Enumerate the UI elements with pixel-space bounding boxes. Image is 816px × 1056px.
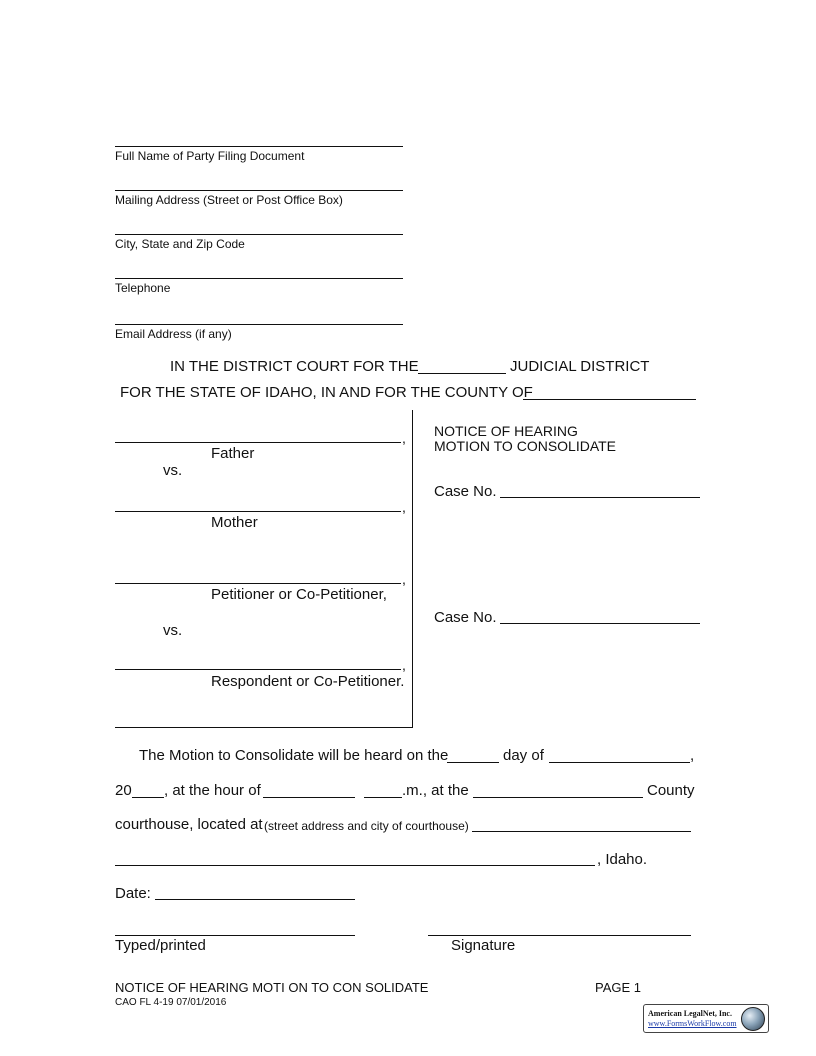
form-code: CAO FL 4-19 07/01/2016 <box>115 997 227 1008</box>
comma: , <box>402 430 406 446</box>
logo-website-link[interactable]: www.FormsWorkFlow.com <box>648 1019 737 1028</box>
am-pm-blank[interactable] <box>364 797 402 798</box>
petitioner-label: Petitioner or Co-Petitioner, <box>211 586 387 603</box>
petitioner-name-line[interactable] <box>115 583 401 584</box>
telephone-label: Telephone <box>115 281 171 295</box>
full-name-label: Full Name of Party Filing Document <box>115 149 305 163</box>
comma: , <box>402 499 406 515</box>
body-line-1b: day of <box>503 747 544 764</box>
body-line-2d: County <box>647 782 695 799</box>
case-no-field-1[interactable] <box>500 497 700 498</box>
signature-line[interactable] <box>428 935 691 936</box>
judicial-district-blank[interactable] <box>418 373 506 374</box>
document-title-1: NOTICE OF HEARING <box>434 423 578 439</box>
case-no-label-1: Case No. <box>434 483 497 500</box>
case-no-field-2[interactable] <box>500 623 700 624</box>
globe-icon <box>741 1007 765 1031</box>
email-label: Email Address (if any) <box>115 327 232 341</box>
date-label: Date: <box>115 885 151 902</box>
body-line-2a: 20 <box>115 782 132 799</box>
full-name-line[interactable] <box>115 146 403 147</box>
document-title-2: MOTION TO CONSOLIDATE <box>434 438 617 454</box>
signature-label: Signature <box>451 937 516 954</box>
mailing-address-line[interactable] <box>115 190 403 191</box>
mother-name-line[interactable] <box>115 511 401 512</box>
respondent-label: Respondent or Co-Petitioner. <box>211 673 405 690</box>
page-number: PAGE 1 <box>595 980 642 995</box>
body-line-1c: , <box>690 747 695 764</box>
vs-label-1: vs. <box>163 462 183 479</box>
father-name-line[interactable] <box>115 442 401 443</box>
hearing-hour-blank[interactable] <box>263 797 355 798</box>
county-blank[interactable] <box>523 399 696 400</box>
body-line-4: , Idaho. <box>597 851 648 868</box>
hearing-year-blank[interactable] <box>132 797 164 798</box>
court-heading-2: FOR THE STATE OF IDAHO, IN AND FOR THE COUNTY OF <box>120 384 533 401</box>
courthouse-city-blank[interactable] <box>115 865 595 866</box>
typed-printed-label: Typed/printed <box>115 937 206 954</box>
courthouse-address-blank[interactable] <box>472 831 691 832</box>
mailing-address-label: Mailing Address (Street or Post Office Box) <box>115 193 343 207</box>
caption-divider <box>412 410 413 728</box>
telephone-line[interactable] <box>115 278 403 279</box>
body-line-3b: (street address and city of courthouse) <box>264 819 469 833</box>
vs-label-2: vs. <box>163 622 183 639</box>
caption-bottom-rule <box>115 727 413 728</box>
case-no-label-2: Case No. <box>434 609 497 626</box>
city-state-zip-label: City, State and Zip Code <box>115 237 245 251</box>
footer-title: NOTICE OF HEARING MOTI ON TO CON SOLIDATE <box>115 980 429 995</box>
comma: , <box>402 571 406 587</box>
court-heading-1a: IN THE DISTRICT COURT FOR THE <box>170 358 419 375</box>
hearing-month-blank[interactable] <box>549 762 690 763</box>
court-heading-1b: JUDICIAL DISTRICT <box>510 358 650 375</box>
publisher-logo[interactable] <box>643 1004 769 1033</box>
email-line[interactable] <box>115 324 403 325</box>
body-line-2b: , at the hour of <box>164 782 261 799</box>
hearing-day-blank[interactable] <box>447 762 499 763</box>
date-field[interactable] <box>155 899 355 900</box>
mother-label: Mother <box>211 514 258 531</box>
father-label: Father <box>211 445 255 462</box>
city-state-zip-line[interactable] <box>115 234 403 235</box>
comma: , <box>402 657 406 673</box>
hearing-county-blank[interactable] <box>473 797 643 798</box>
logo-company-name: American LegalNet, Inc. <box>648 1009 732 1018</box>
body-line-3a: courthouse, located at <box>115 816 263 833</box>
body-line-2c: .m., at the <box>402 782 469 799</box>
typed-name-line[interactable] <box>115 935 355 936</box>
respondent-name-line[interactable] <box>115 669 401 670</box>
body-line-1a: The Motion to Consolidate will be heard on the <box>139 747 449 764</box>
